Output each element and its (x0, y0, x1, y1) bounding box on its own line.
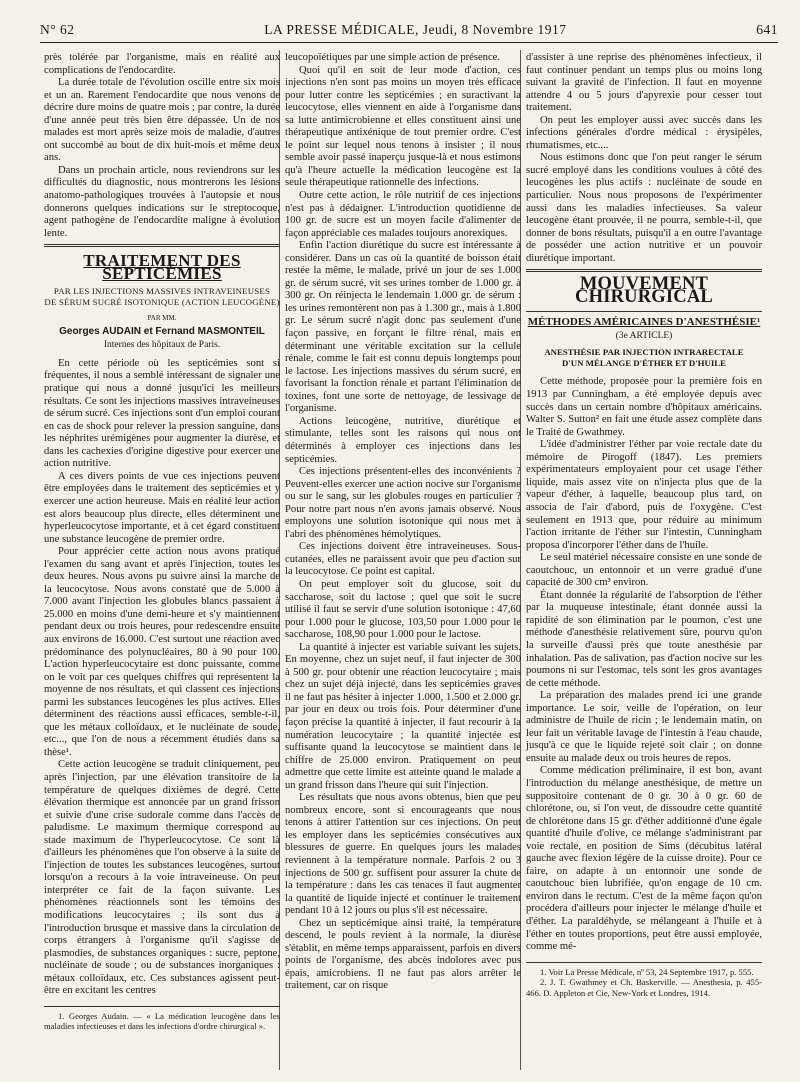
section-divider (44, 244, 280, 247)
paragraph: Cette action leucogène se traduit cliniquement, peu après l'injection, par une élévation transitoire de la température de quelques dixièmes de degré. Cette élévation thermique est annoncée par un grand frisson et suivie d'une crise sudorale comme dans l'accès de paludisme. Le maximum thermique correspond au stade maximum de l'hyperleucocytose. Ce sont là d'ailleurs les phénomènes que l'on observe à la suite de l'injection de toutes les substances leucogènes, surtout lorsqu'on a recours à la voie intraveineuse. On peut interpréter ce fait de la façon suivante. Les phénomènes réactionnels sont les témoins des modifications leucocytaires ; ils sont dus à l'introduction brusque et massive dans la circulation de corps étrangers à l'organisme qu'il s'agisse de plasmodies, de substances organiques : sucre, peptone, nucléinate de soude ; ou de substances inorganiques : métaux colloïdaux, etc. Ces substances agissent peut-être en excitant les centres (44, 759, 280, 997)
paragraph: Ces injections doivent être intraveineuses. Sous-cutanées, elles ne paraissent avoir que peu d'action sur la leucocytose. Ce point est capital. (285, 541, 521, 578)
paragraph: Comme médication préliminaire, il est bon, avant l'introduction du mélange anesthésique, de mettre un suppositoire contenant de 0 gr. 30 à 0 gr. 60 de chlorétone, ou, si l'on veut, de dissoudre cette quantité de chlorétone dans 15 gr. d'éther additionné d'une égale quantité d'huile d'olive, ce mélange s'administrant par voie rectale, en position de Sims (décubitus latéral gauche avec flexion légère de la cuisse droite). Pour ce faire, on adapte à un entonnoir une sonde de caoutchouc bien lubrifiée, qu'on engage de 10 cm. environ dans le rectum. C'est de la même façon qu'on procédera d'ailleurs pour injecter le mélange d'huile et d'éther. La paraldéhyde, se mélangeant à l'huile et à l'éther en toutes proportions, peut être aussi employée, comme mé- (526, 765, 762, 953)
column-1 (44, 52, 280, 1032)
article-number: (3e ARTICLE) (615, 330, 673, 341)
paragraph: On peut employer soit du glucose, soit du saccharose, soit du lactose ; quel que soit le sucre utilisé il faut se servir d'une solution isotonique : 47,60 pour 1.000 pour le glucose, 103,50 pour 1.000 pour le saccharose, 108,90 pour 1.000 pour le lactose. (285, 578, 521, 641)
paragraph: Outre cette action, le rôle nutritif de ces injections n'est pas à dédaigner. L'introduction quotidienne de 100 gr. de sucre est un moyen facile d'alimenter de façon appréciable ces malades toujours anorexiques. (285, 190, 521, 239)
paragraph: près tolérée par l'organisme, mais en réalité aux complications de l'endocardite. (44, 52, 280, 76)
paragraph: On peut les employer aussi avec succès dans les infections générales d'ordre médical : érysipèles, rhumatismes, etc.... (526, 114, 762, 151)
paragraph: En cette période où les septicémies sont si fréquentes, il nous a semblé intéressant de signaler une pratique qui nous a donné jusqu'ici les meilleurs résultats. Ce sont les injections massives intraveineuses de sérum sucré. Ces injections sont d'un emploi courant en cas de shock pour relever la pression sanguine, dans les néphrites urémigènes pour augmenter la diurèse, et dans les cachexies d'origine digestive pour exercer une action nutritive. (44, 357, 280, 470)
article-subtitle: D'UN MÉLANGE D'ÉTHER ET D'HUILE (561, 357, 727, 368)
author-affiliation: Internes des hôpitaux de Paris. (103, 340, 221, 351)
issue-number: N° 62 (40, 22, 75, 37)
byline-prefix: PAR MM. (147, 314, 177, 323)
footnote: 2. J. T. Gwathmey et Ch. Baskerville. — Anesthesia, p. 455-466. D. Appleton et Cie, New-York et Londres, 1914. (526, 977, 762, 998)
paragraph: Nous estimons donc que l'on peut ranger le sérum sucré employé dans les conditions voulues à côté des leucogènes les plus actifs : nucléinate de soude en particulier. Nous nous proposons de l'expérimenter aussi dans les maladies infectieuses. Sa valeur leucogène étant prouvée, il ne pourra, semble-t-il, que donner de bons résultats, puisqu'il a en outre l'avantage de posséder une action nutritive et un pouvoir diurétique important. (526, 152, 762, 264)
authors: Georges AUDAIN et Fernand MASMONTEIL (59, 325, 265, 337)
paragraph: Ces injections présentent-elles des inconvénients ? Peuvent-elles exercer une action nocive sur l'organisme ou sur le sang, sur les globules rouges en particulier ? Pour notre part nous n'en avons jamais observé. Nous employons une solution isotonique qui nous met à l'abri des phénomènes hémolytiques. (285, 466, 521, 540)
paragraph: Enfin l'action diurétique du sucre est intéressante à considérer. Dans un cas où la quantité de boisson était restée la même, le malade, privé un jour de ses 1.000 gr. de sérum sucré, vit ses urines tomber de 1.000 gr. à 300 gr. On réinjecta le lendemain 1.000 gr. de sérum : les urines remontèrent non pas à 1.300 gr., mais à 1.800 gr. Le sérum sucré n'agit donc pas seulement d'une façon passive, en forçant le filtre rénal, mais en déterminant une véritable excitation sur la cellule rénale, comme le fait est connu depuis longtemps pour le lactose. Les injections massives du sérum sucré, en favorisant la fonction rénale et partant l'élimination de toxines, font une sorte de nettoyage, de lessivage de l'organisme. (285, 240, 521, 415)
paragraph: La durée totale de l'évolution oscille entre six mois et un an. Rarement l'endocardite que nous venons de décrire dure moins de quatre mois ; par contre, la durée d'une année peut très bien être dépassée. Un de nos malades est mort après seize mois de maladie, d'autres ont succombé au bout de dix huit-mois et même deux ans. (44, 77, 280, 164)
journal-title: LA PRESSE MÉDICALE, Jeudi, 8 Novembre 1917 (264, 22, 567, 37)
paragraph: La préparation des malades prend ici une grande importance. Le soir, veille de l'opération, on leur administre de l'huile de ricin ; le lendemain matin, on leur fait un véritable lavage de l'intestin à l'eau chaude, jusqu'à ce que le liquide rejeté soit clair ; on donne ensuite au malade deux ou trois heures de repos. (526, 690, 762, 764)
paragraph: Actions leucogène, nutritive, diurétique et stimulante, telles sont les raisons qui nous ont déterminés à employer ces injections dans les septicémies. (285, 415, 521, 465)
paragraph: L'idée d'administrer l'éther par voie rectale date du mémoire de Pirogoff (1847). Les premiers expérimentateurs employaient pour cet usage l'éther liquide, mais assez vite on n'injecta plus que de la vapeur d'éther, à laquelle, beaucoup plus tard, on associa de l'air d'abord, puis de l'oxygène. C'est seulement en 1913 que, pour réduire au minimum l'action irritante de l'éther sur l'intestin, Cunningham proposa d'incorporer l'éther dans de l'huile. (526, 439, 762, 551)
article-title: MÉTHODES AMÉRICAINES D'ANESTHÉSIE¹ (527, 316, 761, 329)
paragraph: Le seul matériel nécessaire consiste en une sonde de caoutchouc, un entonnoir et un verre gradué d'une capacité de 300 cm³ environ. (526, 552, 762, 589)
footnote: 1. Georges Audain. — « La médication leucogène dans les maladies infectieuses et dans les infections d'ordre chirurgical ». (44, 1010, 280, 1032)
footnote: 1. Voir La Presse Médicale, nº 53, 24 Septembre 1917, p. 555. (540, 966, 754, 977)
paragraph: La quantité à injecter est variable suivant les sujets. En moyenne, chez un sujet neuf, il faut injecter de 300 à 500 gr. pour obtenir une réaction leucocytaire ; mais chez un sujet déjà injecté, dans les septicémies graves il ne faut pas hésiter à injecter 1.000, 1.500 et 2.000 gr. par jour en deux ou trois fois. Pour déterminer d'une façon précise la quantité à injecter, il faut recourir à la numération leucocytaire ; la quantité injectée est suffisante quand la leucocytose se maintient dans le chiffre de 25.000 environ. Pratiquement on peut admettre que cette limite est atteinte quand le malade a un grand frisson dans l'heure qui suit l'injection. (285, 641, 521, 791)
header-rule (40, 42, 778, 43)
paragraph: Étant donnée la régularité de l'absorption de l'éther par la muqueuse intestinale, étant donnée aussi la rapidité de son élimination par le poumon, c'est une méthode d'anesthésie relativement sûre, pourvu qu'on la surveille d'aussi près que toute anesthésie par inhalation. Pas de salivation, pas d'action nocive sur les poumons ni sur l'estomac, tels sont les gros avantages de cette méthode. (526, 589, 762, 689)
paragraph: Cette méthode, proposée pour la première fois en 1913 par Cunningham, a été employée depuis avec succès dans un certain nombre d'hôpitaux américains. Walter S. Sutton² en fait une étude assez complète dans le Traité de Gwathmey. (526, 376, 762, 438)
page-number: 641 (756, 22, 778, 37)
paragraph: Pour apprécier cette action nous avons pratiqué l'examen du sang avant et après l'injection, toutes les deux heures. Nous avons pu suivre ainsi la marche de la leucocytose. Nous avons constaté que de 5.000 à 7.000 avant l'injection les globules blancs passaient à 25.000 en moins d'une demi-heure et s'y maintiennent pendant deux ou trois heures, pour redescendre ensuite aux environs de 16.000. C'est surtout une réaction avec prédominance des polynucléaires, 80 à 90 pour 100. L'action hyperleucocytaire est donc puissante, comme on le voit par ces quelques chiffres qui représentent la moyenne de nos résultats, et qui classent ces injections parmi les substances leucogènes les plus actives. Elles déterminent des réactions aussi efficaces, semble-t-il, que les métaux colloïdaux, et le nucléinate de soude, etc..., que l'on de nous a récemment étudiés dans sa thèse¹. (44, 546, 280, 758)
paragraph: A ces divers points de vue ces injections peuvent être employées dans le traitement des septicémies et y exercer une action heureuse. Mais en réalité leur action est alors beaucoup plus directe, elles déterminent une hyperleucocytose importante, et à cet égard constituent une substance leucogène de premier ordre. (44, 470, 280, 545)
page-header (40, 22, 778, 40)
article-subtitle: ANESTHÉSIE PAR INJECTION INTRARECTALE (544, 347, 744, 358)
paragraph: Quoi qu'il en soit de leur mode d'action, ces injections n'en sont pas moins un moyen très efficace pour lutter contre les septicémies ; en suractivant la leucocytose, elles viennent en aide à l'organisme dans sa lutte antimicrobienne et elles constituent ainsi une thérapeutique antixénique de tout premier ordre. C'est le point sur lequel nous tenons à insister ; il nous semble avoir passé inaperçu jusque-là et nous estimons qu'à l'heure actuelle la médication leucogène est la seule thérapeutique rationnelle des infections. (285, 64, 521, 189)
article-title: TRAITEMENT DES SEPTICÉMIES (83, 251, 241, 283)
paragraph: Les résultats que nous avons obtenus, bien que peu nombreux encore, sont si encourageants que nous tenons à attirer l'attention sur ces injections. On peut les employer dans les septicémies consécutives aux blessures de guerre. En quelques jours les malades reviennent à la température normale. Parfois 2 ou 3 injections de 500 gr. suffisent pour assurer la chute de la température : dans les cas tenaces il faut augmenter la quantité de liquide injecté et continuer le traitement pendant 10 à 12 jours ou plus s'il est nécessaire. (285, 792, 521, 917)
article-subtitle: DE SÉRUM SUCRÉ ISOTONIQUE (ACTION LEUCOGÈNE) (44, 296, 280, 307)
paragraph: leucopoïétiques par une simple action de présence. (285, 52, 501, 63)
paragraph: d'assister à une reprise des phénomènes infectieux, il faut continuer pendant un temps plus ou moins long suivant la gravité de l'infection. Il faut en moyenne attendre 4 ou 5 jours d'apyrexie pour cesser tout traitement. (526, 52, 762, 114)
footnote-rule (526, 962, 762, 963)
section-title: MOUVEMENT CHIRURGICAL (575, 274, 713, 307)
section-divider (526, 269, 762, 272)
paragraph: Chez un septicémique ainsi traité, la température descend, le pouls revient à la normale, la diurèse s'établit, en même temps apparaissent, parfois en divers points de l'organisme, des abcès indolores avec pus épais, amicrobiens. Il ne faut pas alors arrêter le traitement, car on risque (285, 917, 521, 992)
section-divider (526, 311, 762, 312)
footnote-rule (44, 1006, 280, 1007)
paragraph: Dans un prochain article, nous reviendrons sur les difficultés du diagnostic, nous montrerons les lésions anatomo-pathologiques trouvées à l'autopsie et nous donnerons quelques indications sur le streptocoque, agent pathogène de l'endocardite maligne à évolution lente. (44, 164, 280, 239)
column-2 (285, 52, 521, 993)
article-subtitle: PAR LES INJECTIONS MASSIVES INTRAVEINEUSES (53, 286, 271, 297)
column-3 (526, 52, 762, 998)
